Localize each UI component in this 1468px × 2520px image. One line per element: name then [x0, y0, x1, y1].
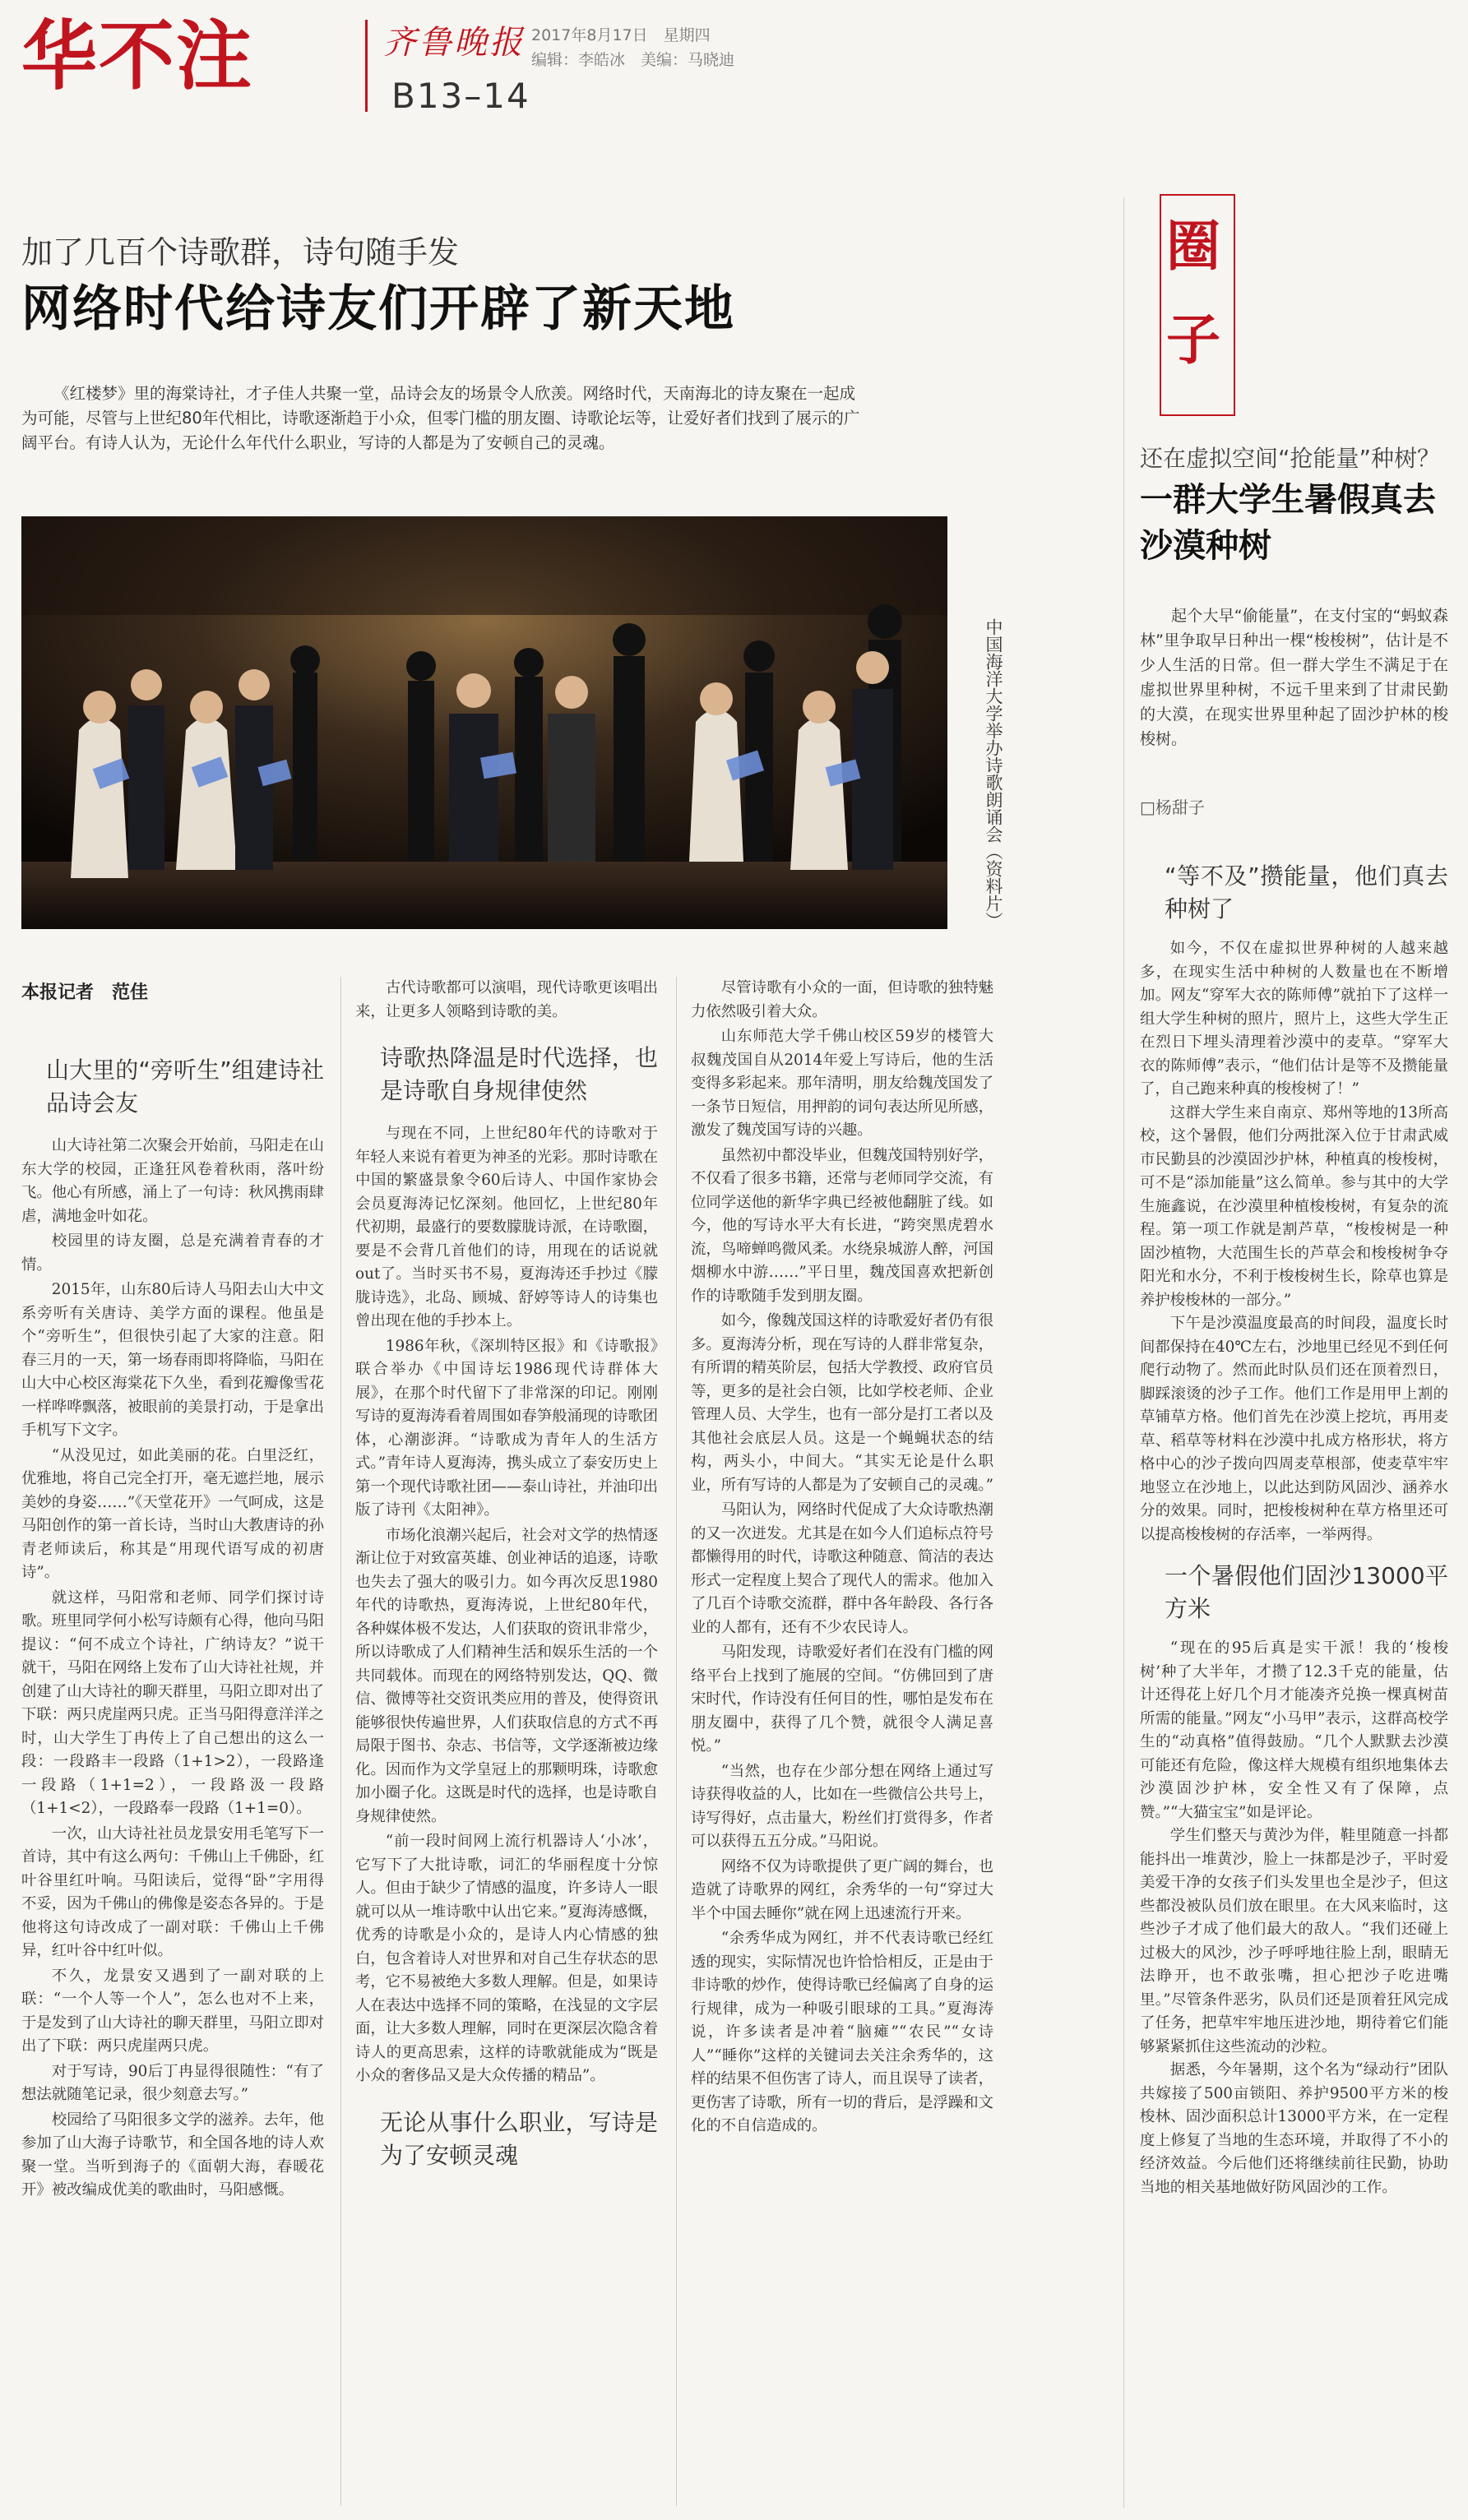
poetry-recital-photo — [21, 516, 947, 929]
paragraph: 山大诗社第二次聚会开始前，马阳走在山东大学的校园，正逢狂风卷着秋雨，落叶纷飞。他心有所感，涌上了一句诗：秋风携雨肆虐，满地金叶如花。 — [21, 1137, 324, 1225]
paragraph: 马阳认为，网络时代促成了大众诗歌热潮的又一次迸发。尤其是在如今人们追标点符号都懒得用的时代，诗歌这种随意、简洁的表达形式一定程度上契合了现代人的需求。他加入了几百个诗歌交流群，群中各年龄段、各行各业的人都有，还有不少农民诗人。 — [691, 1501, 993, 1636]
issue-date: 2017年8月17日 星期四 — [531, 26, 711, 44]
paragraph: 1986年秋，《深圳特区报》和《诗歌报》联合举办《中国诗坛1986现代诗群体大展》，在那个时代留下了非常深的印记。刚刚写诗的夏海涛看着周围如春笋般涌现的诗歌团体，心潮澎湃。“诗歌成为青年人的生活方式。”青年诗人夏海涛，携头成立了泰安历史上第一个现代诗歌社团——泰山诗社，并油印出版了诗刊《太阳神》。 — [355, 1337, 659, 1519]
paragraph: 虽然初中都没毕业，但魏茂国特别好学，不仅看了很多书籍，还常与老师同学交流，有位同学送他的新华字典已经被他翻脏了线。如今，他的写诗水平大有长进，“跨突黑虎碧水流，鸟啼蝉鸣微风柔。水绕泉城游人醉，河国烟柳水中游……”平日里，魏茂国喜欢把新创作的诗歌随手发到朋友圈。 — [691, 1146, 993, 1305]
paragraph: 下午是沙漠温度最高的时间段，温度长时间都保持在40℃左右，沙地里已经见不到任何爬行动物了。然而此时队员们还在顶着烈日，脚踩滚烫的沙子工作。他们工作是用甲上割的草铺草方格。他们首先在沙漠上挖坑，再用麦草、稻草等材料在沙漠中扎成方格形状，将方格中心的沙子拨向四周麦草根部，使麦草牢牢地竖立在沙地上，以此达到防风固沙、涵养水分的效果。同时，把梭梭树种在草方格里还可以提高梭梭树的存活率，一举两得。 — [1140, 1315, 1449, 1543]
side-lead: 起个大早“偷能量”，在支付宝的“蚂蚁森林”里争取早日种出一棵“梭梭树”，估计是不少人生活的日常。但一群大学生不满足于在虚拟世界里种树，不远千里来到了甘肃民勤的大漠，在现实世界里种起了固沙护林的梭梭树。 — [1140, 607, 1448, 748]
paragraph: 市场化浪潮兴起后，社会对文学的热情逐渐让位于对致富英雄、创业神话的追逐，诗歌也失去了强大的吸引力。如今再次反思1980年代的诗歌热，夏海涛说，上世纪80年代，各种媒体极不发达，人们获取的资讯非常少，所以诗歌成了人们精神生活和娱乐生活的一个共同载体。而现在的网络特别发达，QQ、微信、微博等社交资讯类应用的普及，使得资讯能够很快传遍世界，人们获取信息的方式不再局限于图书、杂志、书信等，文学逐渐被边缘化。因而作为文学皇冠上的那颗明珠，诗歌愈加小圈子化。这既是时代的选择，也是诗歌自身规律使然。 — [355, 1526, 658, 1825]
paragraph: 就这样，马阳常和老师、同学们探讨诗歌。班里同学何小松写诗颇有心得，他向马阳提议：“何不成立个诗社，广纳诗友？”说干就干，马阳在网络上发布了山大诗社社规，并创建了山大诗社的聊天群里，马阳立即对出了下联：两只虎崖两只虎。正当马阳得意洋洋之时，山大学生丁冉传上了自己想出的这么一段：一段路丰一段路（1+1>2），一段路逢一段路（1+1=2），一段路汲一段路（1+1<2），一段路奉一段路（1+1=0）。 — [21, 1588, 324, 1817]
article-column-2 — [355, 977, 658, 2187]
paragraph: 一次，山大诗社社员龙景安用毛笔写下一首诗，其中有这么两句：千佛山上千佛卧，红叶谷里红叶响。马阳读后，觉得“卧”字用得不妥，因为千佛山的佛像是姿态各异的。于是他将这句诗改成了一副对联：千佛山上千佛异，红叶谷中红叶似。 — [21, 1824, 324, 1959]
paragraph: 这群大学生来自南京、郑州等地的13所高校，这个暑假，他们分两批深入位于甘肃武威市民勤县的沙漠固沙护林，种植真的梭梭树，可不是“添加能量”这么简单。参与其中的大学生施鑫说，在沙漠里种植梭梭树，有复杂的流程。第一项工作就是割芦草，“梭梭树是一种固沙植物，大范围生长的芦草会和梭梭树争夺阳光和水分，不利于梭梭树生长，除草也算是养护梭梭林的一部分。” — [1140, 1103, 1448, 1309]
column-name-char-1: 圈 — [1166, 214, 1220, 278]
masthead-divider — [365, 20, 368, 112]
paragraph: “从没见过，如此美丽的花。白里泛红，优雅地，将自己完全打开，毫无遮拦地，展示美妙的身姿……”《天堂花开》一气呵成，这是马阳创作的第一首长诗，当时山大教唐诗的孙青老师读后，称其是“用现代语写成的初唐诗”。 — [21, 1446, 325, 1581]
photo-caption: 中国海洋大学举办诗歌朗诵会（资料片） — [984, 618, 1003, 929]
subheading: “等不及”攒能量，他们真去种树了 — [1165, 862, 1448, 922]
paragraph: 对于写诗，90后丁冉显得很随性：“有了想法就随笔记录，很少刻意去写。” — [21, 2062, 324, 2103]
paragraph: 不久，龙景安又遇到了一副对联的上联：“一个人等一个人”，怎么也对不上来，于是发到了山大诗社的聊天群里，马阳立即对出了下联：两只虎崖两只虎。 — [21, 1967, 324, 2055]
side-author: □杨甜子 — [1140, 798, 1205, 817]
editor-credits: 编辑：李皓冰 美编：马晓迪 — [531, 51, 735, 69]
article-lead: 《红楼梦》里的海棠诗社，才子佳人共聚一堂，品诗会友的场景令人欣羡。网络时代，天南海北的诗友聚在一起成为可能，尽管与上世纪80年代相比，诗歌逐渐趋于小众，但零门槛的朋友圈、诗歌论坛等，让爱好者们找到了展示的广阔平台。有诗人认为，无论什么年代什么职业，写诗的人都是为了安顿自己的灵魂。 — [21, 384, 860, 452]
paragraph: 与现在不同，上世纪80年代的诗歌对于年轻人来说有着更为神圣的光彩。那时诗歌在中国的繁盛景象令60后诗人、中国作家协会会员夏海涛记忆深刻。他回忆，上世纪80年代初期，最盛行的要数朦胧诗派，在诗歌圈，要是不会背几首他们的诗，用现在的话说就out了。当时买书不易，夏海涛还手抄过《朦胧诗选》，北岛、顾城、舒婷等诗人的诗集也曾出现在他的手抄本上。 — [355, 1125, 658, 1329]
paragraph: 如今，不仅在虚拟世界种树的人越来越多，在现实生活中种树的人数量也在不断增加。网友“穿军大衣的陈师傅”就拍下了这样一组大学生种树的照片，照片上，这些大学生正在烈日下埋头清理着沙漠中的麦草。“穿军大衣的陈师傅”表示，“他们估计是等不及攒能量了，自己跑来种真的梭梭树了！” — [1140, 940, 1448, 1098]
paragraph: 校园里的诗友圈，总是充满着青春的才情。 — [21, 1232, 324, 1274]
paragraph: “前一段时间网上流行机器诗人‘小冰’，它写下了大批诗歌，词汇的华丽程度十分惊人。但由于缺少了情感的温度，许多诗人一眼就可以从一堆诗歌中认出它来。”夏海涛感慨，优秀的诗歌是小众的，是诗人内心情感的独白，包含着诗人对世界和对自己生存状态的思考，它不易被绝大多数人理解。但是，如果诗人在表达中选择不同的策略，在浅显的文字层面，让大多数人理解，同时在更深层次隐含着诗人的更高思索，这样的诗歌就能成为“既是小众的奢侈品又是大众传播的精品”。 — [355, 1833, 659, 2084]
column-name-char-2: 子 — [1166, 307, 1220, 372]
side-article-body — [1140, 847, 1448, 2199]
paragraph: 学生们整天与黄沙为伴，鞋里随意一抖都能抖出一堆黄沙，脸上一抹都是沙子，平时爱美爱干净的女孩子们头发里也全是沙子，但这些都没被队员们放在眼里。在大风来临时，这些沙子才成了他们最大的敌人。“我们还碰上过极大的风沙，沙子呼呼地往脸上刮，眼睛无法睁开，也不敢张嘴，担心把沙子吃进嘴里。”尽管条件恶劣，队员们还是顶着狂风完成了任务，把草牢牢地压进沙地，期待着它们能够紧紧抓住这些流动的沙粒。 — [1140, 1827, 1448, 2055]
paragraph: 山东师范大学千佛山校区59岁的楼管大叔魏茂国自从2014年爱上写诗后，他的生活变得多彩起来。那年清明，朋友给魏茂国发了一条节日短信，用押韵的词句表达所见所感，激发了魏茂国写诗的兴趣。 — [691, 1028, 993, 1139]
paragraph: “余秀华成为网红，并不代表诗歌已经红透的现实，实际情况也许恰恰相反，正是由于非诗歌的炒作，使得诗歌已经偏离了自身的运行规律，成为一种吸引眼球的工具。”夏海涛说，许多读者是冲着“脑瘫”“农民”“女诗人”“睡你”这样的关键词去关注余秀华的，这样的结果不但伤害了诗人，而且误导了读者，更伤害了诗歌，所有一切的背后，是浮躁和文化的不自信造成的。 — [691, 1930, 993, 2134]
paragraph: 尽管诗歌有小众的一面，但诗歌的独特魅力依然吸引着大众。 — [691, 979, 993, 1020]
paragraph: 如今，像魏茂国这样的诗歌爱好者仍有很多。夏海涛分析，现在写诗的人群非常复杂，有所谓的精英阶层，包括大学教授、政府官员等，更多的是社会白领，比如学校老师、企业管理人员、大学生，也有一部分是打工者以及其他社会底层人员。这是一个蝇蝇状态的结构，两头小，中间大。“其实无论是什么职业，所有写诗的人都是为了安顿自己的灵魂。” — [691, 1312, 994, 1494]
byline: 本报记者 范佳 — [21, 983, 149, 1003]
side-headline: 一群大学生暑假真去沙漠种树 — [1140, 481, 1436, 565]
section-title: 华不注 — [21, 12, 254, 100]
subheading: 山大里的“旁听生”组建诗社品诗会友 — [46, 1057, 324, 1117]
paragraph: 校园给了马阳很多文学的滋养。去年，他参加了山大海子诗歌节，和全国各地的诗人欢聚一堂。当听到海子的《面朝大海，春暖花开》被改编成优美的歌曲时，马阳感慨。 — [21, 2111, 324, 2199]
column-divider — [676, 977, 677, 2506]
masthead — [21, 12, 1444, 118]
photo-image — [21, 516, 947, 929]
paragraph: 古代诗歌都可以演唱，现代诗歌更该唱出来，让更多人领略到诗歌的美。 — [355, 979, 658, 1020]
paragraph: 网络不仅为诗歌提供了更广阔的舞台，也造就了诗歌界的网红，余秀华的一句“穿过大半个中国去睡你”就在网上迅速流行开来。 — [691, 1857, 993, 1922]
article-column-1 — [21, 1036, 324, 2204]
section-divider — [1123, 197, 1124, 2508]
paragraph: 2015年，山东80后诗人马阳去山大中文系旁听有关唐诗、美学方面的课程。他虽是个“旁听生”，但很快引起了大家的注意。阳春三月的一天，第一场春雨即将降临，马阳在山大中心校区海棠花下久坐，看到花瓣像雪花一样哗哗飘落，被眼前的美景打动，于是拿出手机写下文字。 — [21, 1281, 324, 1439]
article-kicker: 加了几百个诗歌群，诗句随手发 — [21, 234, 460, 270]
column-divider — [340, 977, 341, 2506]
subheading: 无论从事什么职业，写诗是为了安顿灵魂 — [380, 2108, 658, 2169]
paper-name-logo: 齐鲁晚报 — [383, 24, 525, 62]
side-kicker: 还在虚拟空间“抢能量”种树？ — [1140, 445, 1441, 472]
paragraph: 马阳发现，诗歌爱好者们在没有门槛的网络平台上找到了施展的空间。“仿佛回到了唐宋时代，作诗没有任何目的性，哪怕是发布在朋友圈中，获得了几个赞，就很令人满足喜悦。” — [691, 1644, 993, 1755]
paragraph: “当然，也存在少部分想在网络上通过写诗获得收益的人，比如在一些微信公共号上，诗写得好，点击量大，粉丝们打赏得多，作者可以获得五五分成。”马阳说。 — [691, 1762, 993, 1850]
page-number: B13–14 — [391, 76, 530, 116]
article-column-3 — [691, 977, 993, 2140]
subheading: 一个暑假他们固沙13000平方米 — [1165, 1562, 1448, 1622]
article-headline: 网络时代给诗友们开辟了新天地 — [21, 280, 735, 338]
subheading: 诗歌热降温是时代选择，也是诗歌自身规律使然 — [380, 1044, 658, 1104]
paragraph: 据悉，今年暑期，这个名为“绿动行”团队共嫁接了500亩锁阳、养护9500平方米的梭梭林、固沙面积总计13000平方米，在一定程度上修复了当地的生态环境，并取得了不小的经济效益。今后他们还将继续前往民勤，协助当地的相关基地做好防风固沙的工作。 — [1140, 2061, 1448, 2196]
paragraph: “现在的95后真是实干派！我的‘梭梭树’种了大半年，才攒了12.3千克的能量，估计还得花上好几个月才能凑齐兑换一棵真树苗所需的能量。”网友“小马甲”表示，这群高校学生的“动真格”值得鼓励。“几个人默默去沙漠可能还有危险，像这样大规模有组织地集体去沙漠固沙护林，安全性又有了保障，点赞。”“大猫宝宝”如是评论。 — [1140, 1639, 1448, 1821]
